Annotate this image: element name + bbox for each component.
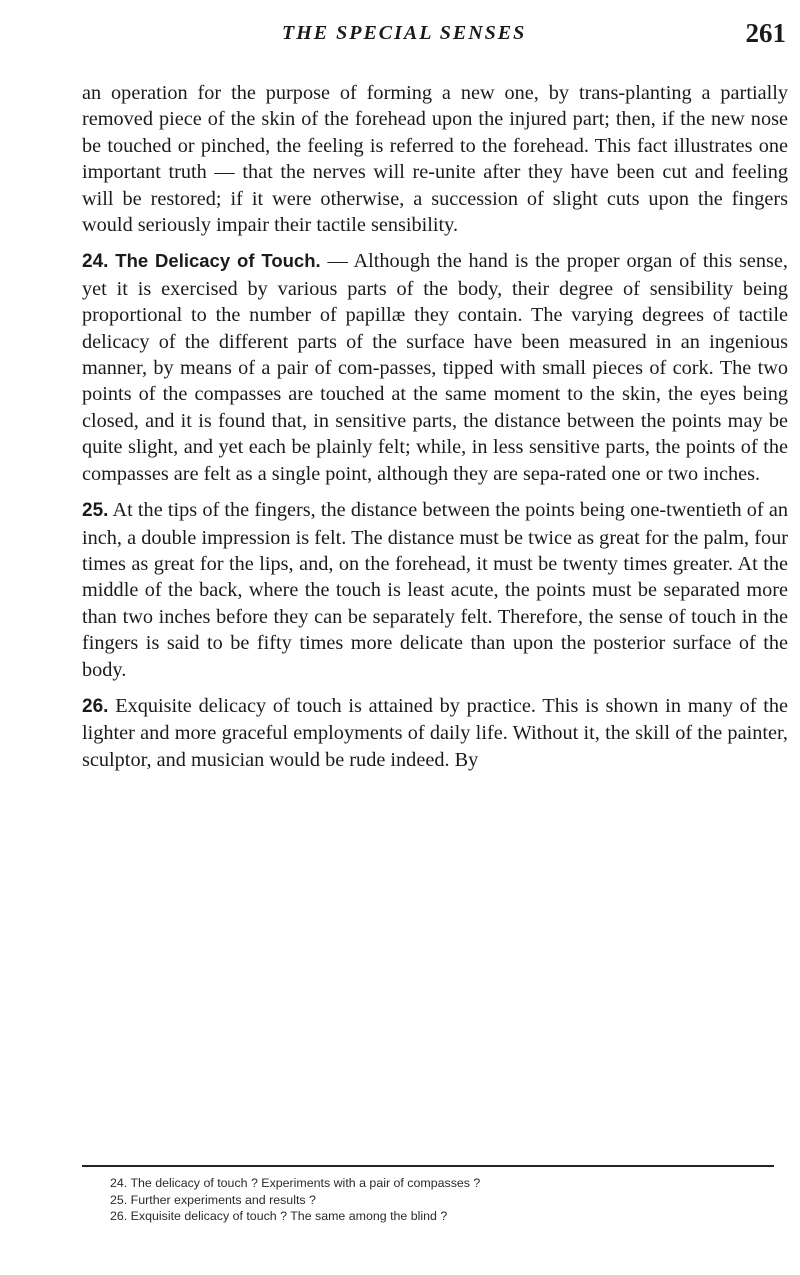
paragraph [82, 80, 788, 238]
page-number: 261 [745, 18, 786, 48]
running-head: THE SPECIAL SENSES [282, 22, 527, 44]
paragraph-text: — Although the hand is the proper organ of this sense, yet it is exercised by various parts of the body, their degree of sensibility being proportional to the number of papillæ they contain. The varying degrees of tactile delicacy of the different parts of the surface have been measured in an ingenious manner, by means of a pair of com-passes, tipped with small pieces of cork. The two points of the compasses are touched at the same moment to the skin, the eyes being closed, and it is found that, in sensitive parts, the distance between the points may be quite slight, and yet each be plainly felt; while, in less sensitive parts, the points of the compasses are felt as a single point, although they are sepa-rated one or two inches. [82, 250, 788, 485]
page-header [82, 0, 788, 52]
paragraph-number: 26. [82, 695, 109, 717]
book-page [82, 0, 788, 783]
paragraph [82, 497, 788, 683]
review-question: 26. Exquisite delicacy of touch ? The same among the blind ? [110, 1209, 448, 1223]
body-text [82, 80, 788, 773]
paragraph-number: 24. [82, 251, 109, 273]
paragraph [82, 693, 788, 773]
review-questions [110, 1175, 770, 1225]
review-question: 25. Further experiments and results ? [110, 1192, 316, 1207]
paragraph-text: At the tips of the fingers, the distance between the points being one-twentieth of an inch, a double impression is felt. The distance must be twice as great for the palm, four times as great for the lips, and, on the forehead, it must be twenty times greater. At the middle of the back, where the touch is least acute, the points must be separated more than two inches before they can be separately felt. Therefore, the sense of touch in the fingers is said to be fifty times more delicate than upon the posterior surface of the body. [82, 499, 788, 681]
paragraph-text: Exquisite delicacy of touch is attained by practice. This is shown in many of the lighter and more graceful employments of daily life. Without it, the skill of the painter, sculptor, and musician would be rude indeed. By [82, 694, 788, 771]
paragraph-text: an operation for the purpose of forming a new one, by trans-planting a partially removed piece of the skin of the forehead upon the injured part; then, if the new nose be touched or pinched, the feeling is referred to the forehead. This fact illustrates one important truth — that the nerves will re-unite after they have been cut and feeling will be restored; if it were otherwise, a succession of slight cuts upon the fingers would seriously impair their tactile sensibility. [82, 82, 788, 237]
paragraph-number: 25. [82, 500, 109, 522]
paragraph-title: The Delicacy of Touch. [115, 250, 321, 272]
review-question: 24. The delicacy of touch ? Experiments with a pair of compasses ? [110, 1176, 481, 1190]
paragraph [82, 248, 788, 487]
footnote-divider [82, 1165, 774, 1167]
